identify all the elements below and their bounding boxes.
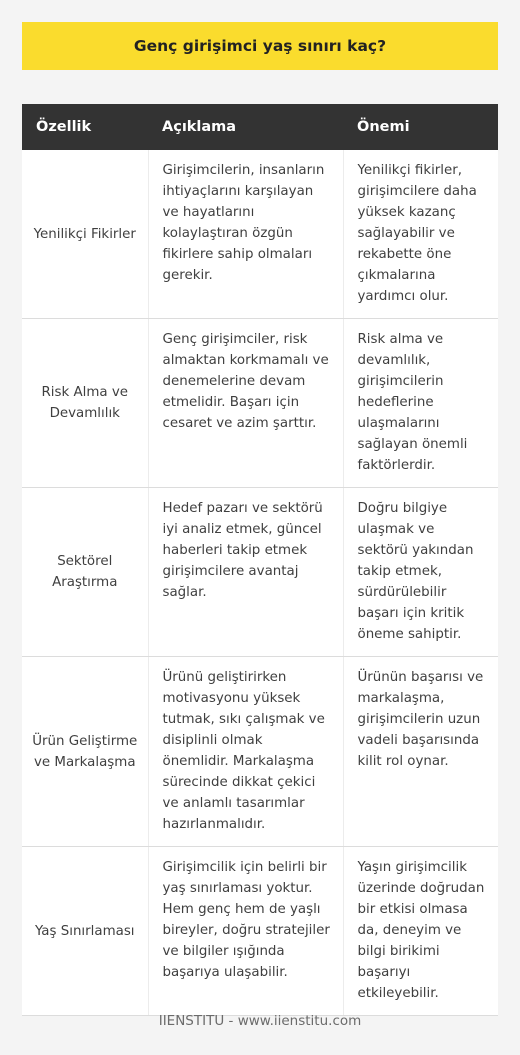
importance-text: Doğru bilgiye ulaşmak ve sektörü yakından takip etmek, sürdürülebilir başarı için kritik öneme sahiptir. [357,501,474,642]
description-cell [148,657,343,847]
description-text: Ürünü geliştirirken motivasyonu yüksek tutmak, sıkı çalışmak ve disiplinli olmak önemlidir. Markalaşma sürecinde dikkat çekici ve anlamlı tasarımlar hazırlanmalıdır. [162,670,325,832]
table-header-row [22,104,498,150]
importance-cell [343,657,498,847]
importance-cell [343,150,498,319]
table-row [22,319,498,488]
feature-text: Ürün Geliştirme ve Markalaşma [32,733,138,770]
page-title: Genç girişimci yaş sınırı kaç? [133,37,387,55]
feature-cell [22,150,148,319]
description-cell [148,847,343,1016]
feature-text: Risk Alma ve Devamlılık [41,385,129,421]
feature-text: Yenilikçi Fikirler [33,226,136,242]
header-feature: Özellik [22,104,148,150]
table-row [22,657,498,847]
importance-cell [343,488,498,657]
importance-cell [343,319,498,488]
table-row [22,847,498,1016]
feature-cell [22,319,148,488]
table-row [22,488,498,657]
feature-cell [22,847,148,1016]
header-description: Açıklama [148,104,343,150]
feature-cell [22,657,148,847]
feature-text: Sektörel Araştırma [52,554,118,590]
description-text: Girişimcilik için belirli bir yaş sınırlaması yoktur. Hem genç hem de yaşlı bireyler, doğru stratejiler ve bilgiler ışığında başarıya ulaşabilir. [162,860,330,980]
description-text: Girişimcilerin, insanların ihtiyaçlarını karşılayan ve hayatlarını kolaylaştıran özgün fikirlere sahip olmaları gerekir. [162,163,325,283]
page-title-banner [22,22,498,70]
description-cell [148,488,343,657]
table-row [22,150,498,319]
description-text: Hedef pazarı ve sektörü iyi analiz etmek, güncel haberleri takip etmek girişimcilere avantaj sağlar. [162,501,323,600]
importance-cell [343,847,498,1016]
description-cell [148,150,343,319]
footer-credit: IIENSTITU - www.iienstitu.com [158,1013,362,1029]
feature-text: Yaş Sınırlaması [34,923,135,939]
importance-text: Yaşın girişimcilik üzerinde doğrudan bir etkisi olmasa da, deneyim ve bilgi birikimi başarıyı etkileyebilir. [357,860,485,1001]
feature-cell [22,488,148,657]
header-importance: Önemi [343,104,498,150]
description-cell [148,319,343,488]
info-table [22,104,498,1016]
description-text: Genç girişimciler, risk almaktan korkmamalı ve denemelerine devam etmelidir. Başarı için cesaret ve azim şarttır. [162,332,329,431]
importance-text: Risk alma ve devamlılık, girişimcilerin hedeflerine ulaşmalarını sağlayan önemli faktörlerdir. [357,332,468,473]
importance-text: Yenilikçi fikirler, girişimcilere daha yüksek kazanç sağlayabilir ve rekabette öne çıkmalarına yardımcı olur. [357,163,477,304]
importance-text: Ürünün başarısı ve markalaşma, girişimcilerin uzun vadeli başarısında kilit rol oynar. [357,670,484,769]
